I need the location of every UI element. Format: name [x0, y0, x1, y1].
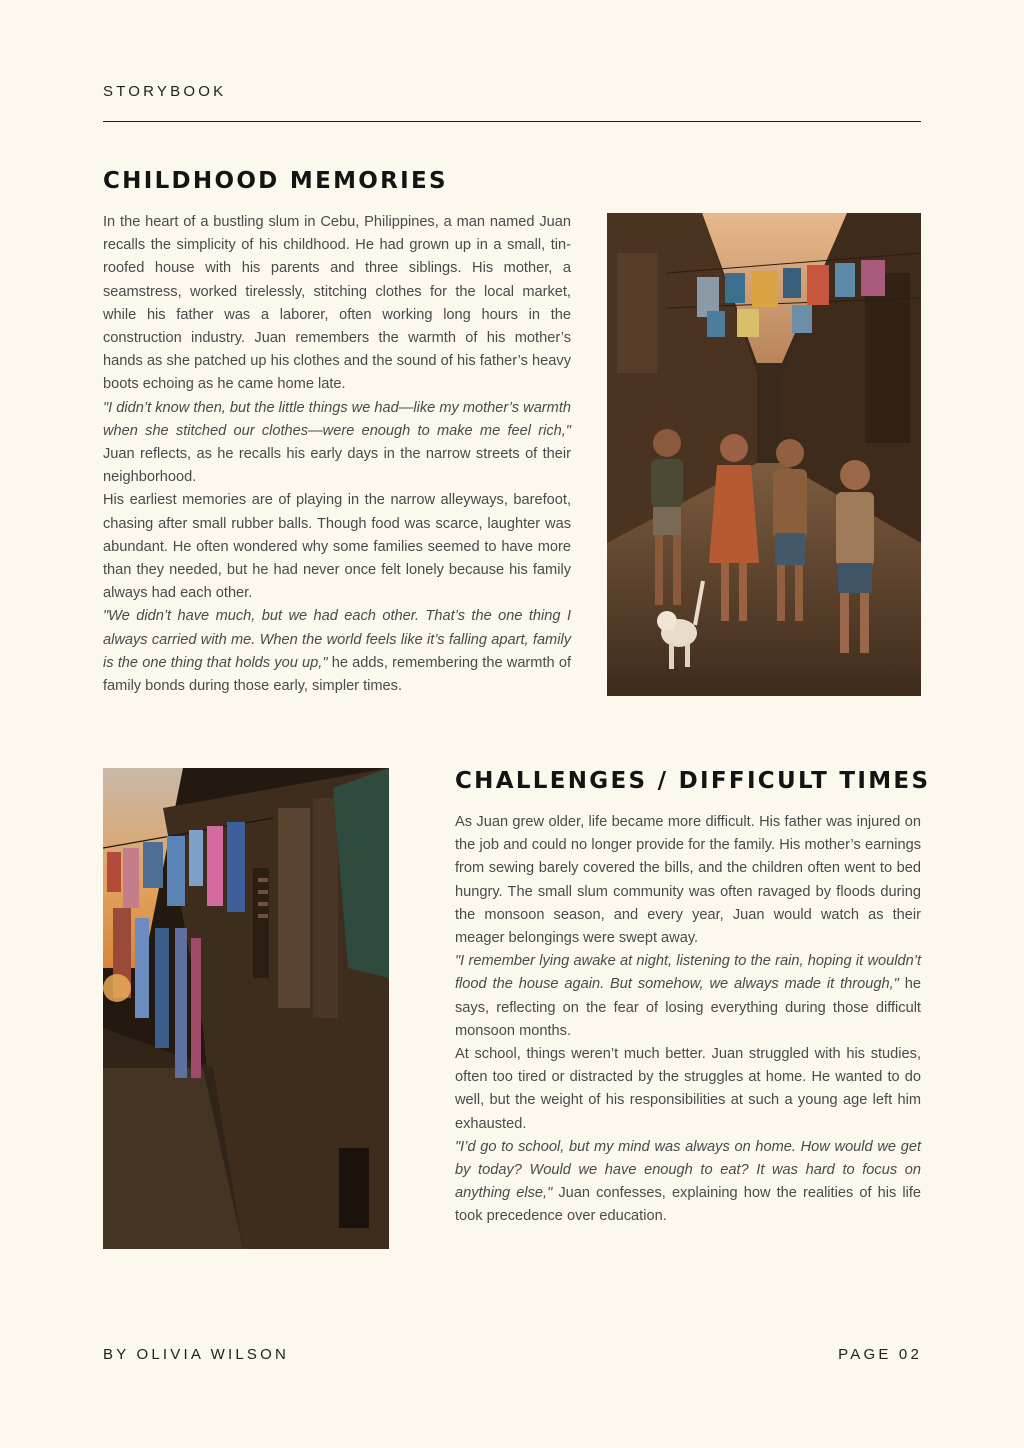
childhood-text — [103, 211, 571, 698]
quote-attribution: he says, reflecting on the fear of losing everything during those difficult monsoon months. — [455, 976, 921, 1039]
quote-attribution: Juan confesses, explaining how the realities of his life took precedence over education. — [455, 1185, 921, 1225]
quote-paragraph — [455, 950, 921, 1043]
alley-laundry-photo — [103, 768, 389, 1249]
storybook-label: STORYBOOK — [103, 83, 227, 100]
children-alley-illustration — [607, 213, 921, 696]
quote: "I didn’t know then, but the little things we had—like my mother’s warmth when she stitched our clothes—were enough to make me feel rich," — [103, 399, 571, 439]
quote-attribution: Juan reflects, as he recalls his early days in the narrow streets of their neighborhood. — [103, 446, 571, 486]
page-number: PAGE 02 — [838, 1346, 922, 1363]
paragraph: In the heart of a bustling slum in Cebu, Philippines, a man named Juan recalls the simplicity of his childhood. He had grown up in a small, tin-roofed house with his parents and three siblings. His mother, a seamstress, worked tirelessly, stitching clothes for the local market, while his father was a laborer, often working long hours in the construction industry. Juan remembers the warmth of his mother’s hands as she patched up his clothes and the sound of his father’s heavy boots echoing as he came home late. — [103, 214, 571, 393]
paragraph: As Juan grew older, life became more difficult. His father was injured on the job and could no longer provide for the family. His mother’s earnings from sewing barely covered the bills, and the children often went to bed hungry. The small slum community was often ravaged by floods during the monsoon season, and every year, Juan would watch as their meager belongings were swept away. — [455, 814, 921, 947]
quote-paragraph — [103, 605, 571, 698]
section-title-challenges: CHALLENGES / DIFFICULT TIMES — [455, 768, 931, 794]
challenges-text — [455, 811, 921, 1229]
quote: "I remember lying awake at night, listening to the rain, hoping it wouldn’t flood the house again. But somehow, we always made it through," — [455, 953, 921, 993]
paragraph: At school, things weren’t much better. Juan struggled with his studies, often too tired or distracted by the struggles at home. He wanted to do well, but the weight of his responsibilities at such a young age left him exhausted. — [455, 1046, 921, 1132]
paragraph: His earliest memories are of playing in the narrow alleyways, barefoot, chasing after small rubber balls. Though food was scarce, laughter was abundant. He often wondered why some families seemed to have more than they needed, but he had never once felt lonely because his family always had each other. — [103, 492, 571, 602]
section-title-childhood: CHILDHOOD MEMORIES — [103, 168, 448, 194]
alley-laundry-illustration — [103, 768, 389, 1249]
quote: "We didn’t have much, but we had each other. That’s the one thing I always carried with me. When the world feels like it’s falling apart, family is the one thing that holds you up," — [103, 608, 571, 671]
header-divider — [103, 121, 921, 122]
children-alley-photo — [607, 213, 921, 696]
quote: "I’d go to school, but my mind was always on home. How would we get by today? Would we have enough to eat? It was hard to focus on anything else," — [455, 1138, 921, 1202]
author-credit: BY OLIVIA WILSON — [103, 1346, 289, 1363]
quote-paragraph — [455, 1136, 921, 1229]
quote-attribution: he adds, remembering the warmth of family bonds during those early, simpler times. — [103, 654, 571, 695]
quote-paragraph — [103, 397, 571, 490]
